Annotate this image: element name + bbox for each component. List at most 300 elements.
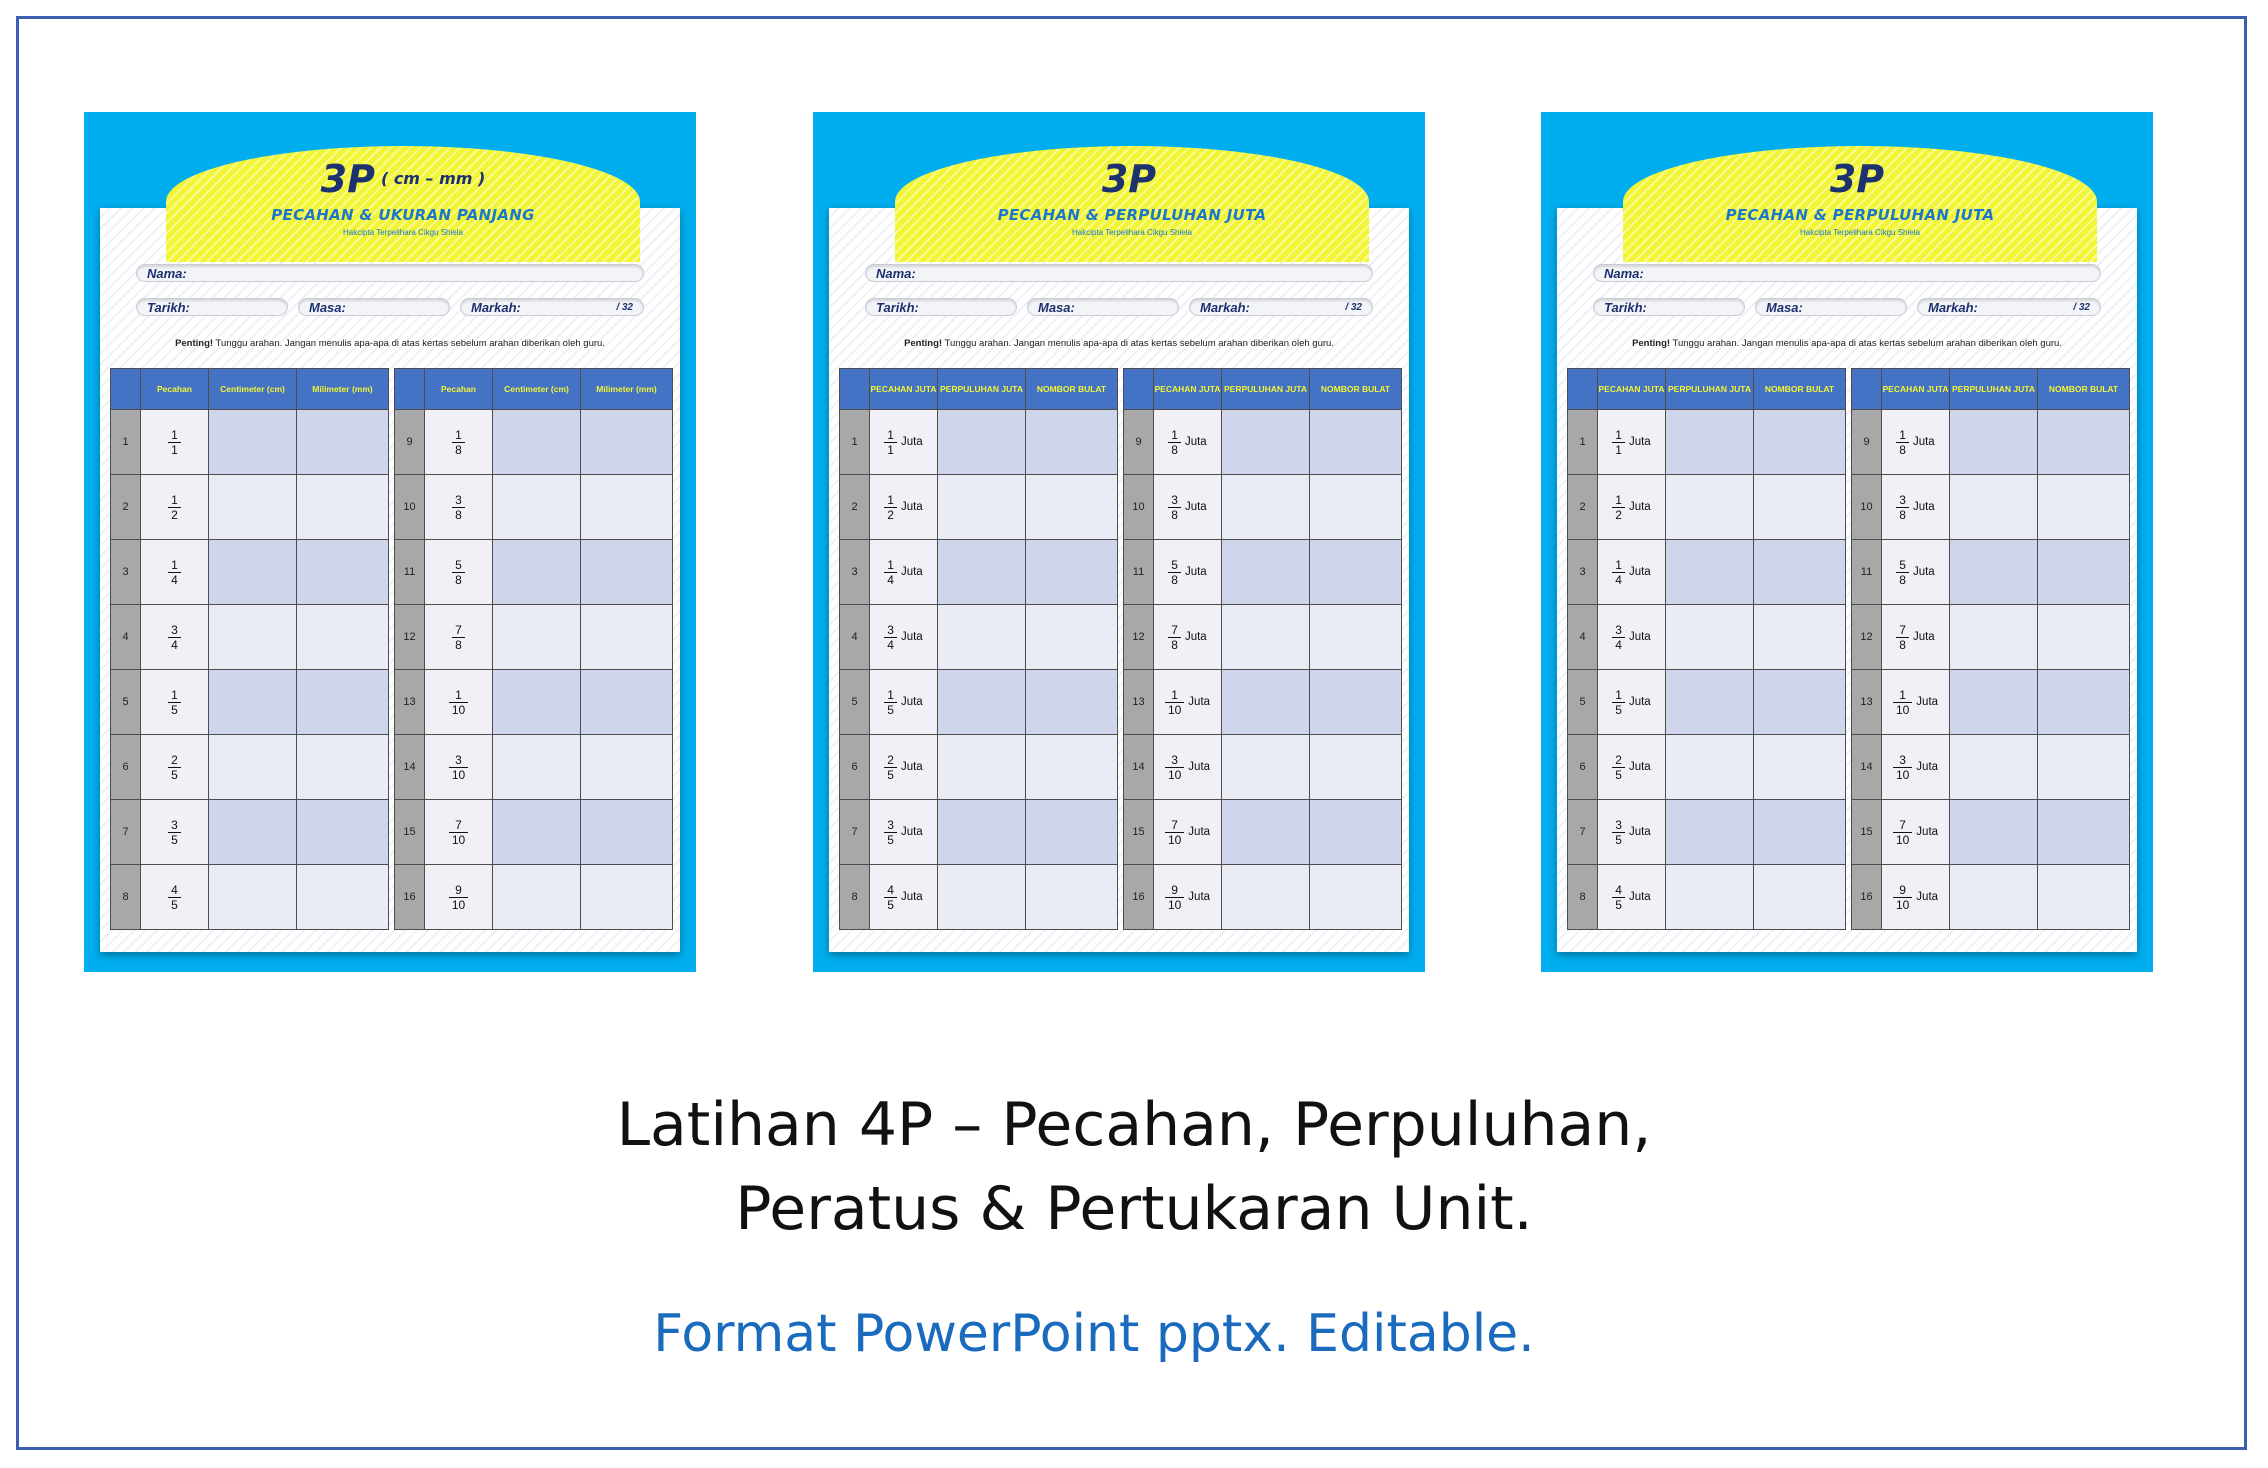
unit-label: Juta: [1188, 696, 1211, 708]
numerator: 4: [1612, 883, 1625, 898]
answer-cell: [2038, 800, 2130, 865]
answer-cell: [1950, 670, 2038, 735]
worksheet-2: [813, 112, 1425, 972]
answer-cell: [1026, 410, 1118, 475]
answer-cell: [1666, 475, 1754, 540]
answer-cell: [1754, 735, 1846, 800]
row-number: 6: [840, 735, 870, 800]
denominator: 5: [887, 897, 894, 912]
table-row: [395, 540, 673, 605]
unit-label: Juta: [900, 696, 923, 708]
sheet-title: 3P: [320, 157, 375, 201]
date-field: Tarikh:: [865, 298, 1017, 316]
fraction-cell: [1598, 540, 1666, 605]
numerator: 3: [884, 818, 897, 833]
sheet-subtitle: PECAHAN & UKURAN PANJANG: [271, 206, 535, 224]
answer-cell: [1026, 865, 1118, 930]
row-number: 16: [395, 865, 425, 930]
unit-label: Juta: [1916, 826, 1939, 838]
denominator: 5: [887, 832, 894, 847]
answer-cell: [1666, 865, 1754, 930]
table-row: [1124, 865, 1402, 930]
answer-cell: [581, 800, 673, 865]
denominator: 8: [455, 572, 462, 587]
row-number: 13: [1852, 670, 1882, 735]
unit-label: Juta: [900, 826, 923, 838]
answer-cell: [209, 735, 297, 800]
row-number: 9: [395, 410, 425, 475]
answer-cell: [1950, 540, 2038, 605]
fraction-cell: [141, 540, 209, 605]
answer-cell: [493, 670, 581, 735]
row-number: 10: [1852, 475, 1882, 540]
exercise-table: [1567, 368, 1846, 930]
unit-label: Juta: [1628, 761, 1651, 773]
mark-field: Markah: / 32: [1189, 298, 1373, 316]
fraction-cell: [1882, 735, 1950, 800]
row-number: 11: [1852, 540, 1882, 605]
answer-cell: [209, 800, 297, 865]
column-header: Pecahan: [141, 369, 209, 410]
unit-label: Juta: [900, 891, 923, 903]
column-header: Milimeter (mm): [297, 369, 389, 410]
answer-cell: [1754, 670, 1846, 735]
row-number: 3: [1568, 540, 1598, 605]
column-header: PERPULUHAN JUTA: [1950, 369, 2038, 410]
title-banner: [166, 146, 640, 262]
row-number: 14: [1124, 735, 1154, 800]
table-row: [1568, 410, 1846, 475]
fraction-cell: [1154, 605, 1222, 670]
fraction-cell: [425, 605, 493, 670]
answer-cell: [1222, 410, 1310, 475]
fraction-cell: [425, 735, 493, 800]
fraction-cell: [141, 410, 209, 475]
numerator: 1: [168, 558, 181, 573]
row-number: 2: [1568, 475, 1598, 540]
table-row: [1124, 735, 1402, 800]
answer-cell: [2038, 735, 2130, 800]
fraction-cell: [1882, 410, 1950, 475]
time-field: Masa:: [1755, 298, 1907, 316]
answer-cell: [1222, 735, 1310, 800]
numerator: 5: [452, 558, 465, 573]
unit-label: Juta: [1912, 631, 1935, 643]
answer-cell: [1950, 475, 2038, 540]
answer-cell: [1310, 800, 1402, 865]
table-row: [395, 475, 673, 540]
answer-cell: [297, 410, 389, 475]
table-row: [395, 605, 673, 670]
worksheet-1: [84, 112, 696, 972]
column-header: Milimeter (mm): [581, 369, 673, 410]
unit-label: Juta: [900, 761, 923, 773]
fraction-cell: [870, 540, 938, 605]
denominator: 4: [171, 572, 178, 587]
denominator: 5: [1615, 767, 1622, 782]
fraction-cell: [1154, 800, 1222, 865]
denominator: 5: [171, 832, 178, 847]
row-number: 11: [1124, 540, 1154, 605]
answer-cell: [1950, 800, 2038, 865]
fraction-cell: [1154, 670, 1222, 735]
numerator: 1: [1612, 688, 1625, 703]
table-row: [1852, 540, 2130, 605]
fraction-cell: [1598, 475, 1666, 540]
denominator: 5: [1615, 897, 1622, 912]
answer-cell: [297, 800, 389, 865]
row-number: 6: [1568, 735, 1598, 800]
denominator: 10: [1895, 897, 1910, 912]
fraction-cell: [141, 605, 209, 670]
table-row: [1124, 670, 1402, 735]
row-number: 8: [1568, 865, 1598, 930]
fraction-cell: [1882, 865, 1950, 930]
answer-cell: [209, 475, 297, 540]
column-header: NOMBOR BULAT: [2038, 369, 2130, 410]
answer-cell: [1310, 605, 1402, 670]
denominator: 10: [1167, 702, 1182, 717]
answer-cell: [297, 670, 389, 735]
answer-cell: [1222, 865, 1310, 930]
denominator: 8: [1171, 637, 1178, 652]
denominator: 5: [171, 767, 178, 782]
table-row: [111, 865, 389, 930]
unit-label: Juta: [1628, 566, 1651, 578]
numerator: 1: [1168, 428, 1181, 443]
row-number: 7: [1568, 800, 1598, 865]
answer-cell: [581, 735, 673, 800]
denominator: 5: [887, 767, 894, 782]
copyright-line: Hakcipta Terpelihara Cikgu Shiela: [343, 228, 463, 237]
answer-cell: [297, 865, 389, 930]
numerator: 1: [1612, 493, 1625, 508]
table-row: [111, 800, 389, 865]
answer-cell: [493, 475, 581, 540]
table-row: [1568, 735, 1846, 800]
answer-cell: [1310, 410, 1402, 475]
answer-cell: [1222, 540, 1310, 605]
answer-cell: [1754, 475, 1846, 540]
date-field: Tarikh:: [136, 298, 288, 316]
numerator: 3: [1168, 493, 1181, 508]
exercise-table: [839, 368, 1118, 930]
answer-cell: [938, 605, 1026, 670]
unit-label: Juta: [1628, 891, 1651, 903]
table-row: [1124, 410, 1402, 475]
fraction-cell: [870, 475, 938, 540]
numerator: 1: [884, 428, 897, 443]
fraction-cell: [870, 865, 938, 930]
numerator: 3: [1612, 623, 1625, 638]
numerator: 1: [1165, 688, 1184, 703]
sheet-title: 3P: [1829, 157, 1885, 201]
numerator: 3: [452, 493, 465, 508]
answer-cell: [1222, 475, 1310, 540]
answer-cell: [938, 475, 1026, 540]
column-header: Centimeter (cm): [209, 369, 297, 410]
mark-field: Markah: / 32: [1917, 298, 2101, 316]
numerator: 1: [1612, 558, 1625, 573]
denominator: 10: [1167, 832, 1182, 847]
numerator: 1: [884, 558, 897, 573]
instruction-note: Penting! Tunggu arahan. Jangan menulis apa-apa di atas kertas sebelum arahan diberikan oleh guru.: [904, 338, 1334, 349]
answer-cell: [297, 605, 389, 670]
time-field: Masa:: [1027, 298, 1179, 316]
row-number: 3: [840, 540, 870, 605]
denominator: 1: [1615, 442, 1622, 457]
header-number: [1568, 369, 1598, 410]
denominator: 10: [451, 897, 466, 912]
date-field: Tarikh:: [1593, 298, 1745, 316]
answer-cell: [1222, 800, 1310, 865]
denominator: 4: [1615, 572, 1622, 587]
row-number: 8: [111, 865, 141, 930]
fraction-cell: [1882, 540, 1950, 605]
numerator: 7: [1168, 623, 1181, 638]
denominator: 4: [887, 637, 894, 652]
answer-cell: [1026, 800, 1118, 865]
table-row: [840, 800, 1118, 865]
denominator: 2: [171, 507, 178, 522]
answer-cell: [297, 540, 389, 605]
copyright-line: Hakcipta Terpelihara Cikgu Shiela: [1800, 228, 1920, 237]
fraction-cell: [1154, 475, 1222, 540]
table-row: [840, 865, 1118, 930]
unit-label: Juta: [1916, 761, 1939, 773]
numerator: 2: [168, 753, 181, 768]
fraction-cell: [425, 540, 493, 605]
answer-cell: [209, 540, 297, 605]
fraction-cell: [425, 670, 493, 735]
answer-cell: [1950, 605, 2038, 670]
answer-cell: [1026, 475, 1118, 540]
column-header: NOMBOR BULAT: [1310, 369, 1402, 410]
row-number: 5: [840, 670, 870, 735]
exercise-table: [110, 368, 389, 930]
table-row: [1852, 410, 2130, 475]
column-header: PERPULUHAN JUTA: [1666, 369, 1754, 410]
answer-cell: [2038, 605, 2130, 670]
denominator: 4: [887, 572, 894, 587]
title-banner: [895, 146, 1369, 262]
numerator: 7: [1893, 818, 1912, 833]
row-number: 4: [111, 605, 141, 670]
row-number: 7: [111, 800, 141, 865]
answer-cell: [1950, 865, 2038, 930]
table-row: [1568, 475, 1846, 540]
denominator: 8: [1171, 572, 1178, 587]
row-number: 10: [1124, 475, 1154, 540]
unit-label: Juta: [1912, 436, 1935, 448]
sheet-title: 3P: [1101, 157, 1157, 201]
answer-cell: [581, 670, 673, 735]
row-number: 12: [1124, 605, 1154, 670]
denominator: 8: [455, 507, 462, 522]
answer-cell: [2038, 540, 2130, 605]
header-number: [111, 369, 141, 410]
denominator: 10: [451, 767, 466, 782]
numerator: 1: [168, 493, 181, 508]
table-row: [1568, 670, 1846, 735]
fraction-cell: [425, 800, 493, 865]
row-number: 16: [1124, 865, 1154, 930]
row-number: 7: [840, 800, 870, 865]
unit-label: Juta: [1188, 826, 1211, 838]
answer-cell: [209, 410, 297, 475]
answer-cell: [1754, 410, 1846, 475]
fraction-cell: [1154, 735, 1222, 800]
denominator: 8: [1899, 637, 1906, 652]
table-row: [1124, 475, 1402, 540]
denominator: 8: [455, 637, 462, 652]
answer-cell: [493, 735, 581, 800]
fraction-cell: [870, 670, 938, 735]
denominator: 8: [1171, 507, 1178, 522]
name-field: Nama:: [1593, 264, 2101, 282]
answer-cell: [938, 865, 1026, 930]
table-row: [1568, 865, 1846, 930]
table-row: [111, 605, 389, 670]
numerator: 4: [884, 883, 897, 898]
denominator: 10: [1167, 767, 1182, 782]
fraction-cell: [141, 475, 209, 540]
answer-cell: [1310, 475, 1402, 540]
title-suffix: ( cm – mm ): [380, 169, 486, 188]
denominator: 2: [887, 507, 894, 522]
denominator: 1: [887, 442, 894, 457]
table-row: [1852, 800, 2130, 865]
numerator: 1: [449, 688, 468, 703]
denominator: 10: [451, 702, 466, 717]
row-number: 4: [840, 605, 870, 670]
unit-label: Juta: [1912, 566, 1935, 578]
fraction-cell: [1598, 605, 1666, 670]
unit-label: Juta: [900, 631, 923, 643]
row-number: 5: [111, 670, 141, 735]
answer-cell: [1310, 540, 1402, 605]
table-row: [111, 475, 389, 540]
unit-label: Juta: [1628, 826, 1651, 838]
answer-cell: [1754, 540, 1846, 605]
answer-cell: [297, 475, 389, 540]
numerator: 3: [884, 623, 897, 638]
name-field: Nama:: [136, 264, 644, 282]
denominator: 8: [455, 442, 462, 457]
answer-cell: [1310, 670, 1402, 735]
row-number: 1: [840, 410, 870, 475]
answer-cell: [1026, 605, 1118, 670]
table-row: [840, 540, 1118, 605]
answer-cell: [493, 605, 581, 670]
fraction-cell: [1154, 410, 1222, 475]
table-row: [111, 410, 389, 475]
answer-cell: [1754, 800, 1846, 865]
answer-cell: [1666, 540, 1754, 605]
instruction-note: Penting! Tunggu arahan. Jangan menulis apa-apa di atas kertas sebelum arahan diberikan oleh guru.: [1632, 338, 2062, 349]
table-row: [395, 800, 673, 865]
caption-line-2: Peratus & Pertukaran Unit.: [735, 1174, 1533, 1244]
answer-cell: [1026, 540, 1118, 605]
row-number: 9: [1124, 410, 1154, 475]
instruction-note: Penting! Tunggu arahan. Jangan menulis apa-apa di atas kertas sebelum arahan diberikan oleh guru.: [175, 338, 605, 349]
denominator: 8: [1899, 572, 1906, 587]
header-number: [1852, 369, 1882, 410]
numerator: 1: [452, 428, 465, 443]
answer-cell: [581, 540, 673, 605]
time-field: Masa:: [298, 298, 450, 316]
row-number: 14: [1852, 735, 1882, 800]
numerator: 5: [1168, 558, 1181, 573]
numerator: 7: [449, 818, 468, 833]
row-number: 10: [395, 475, 425, 540]
caption-format-note: Format PowerPoint pptx. Editable.: [653, 1304, 1535, 1364]
denominator: 5: [887, 702, 894, 717]
row-number: 13: [395, 670, 425, 735]
numerator: 3: [1893, 753, 1912, 768]
denominator: 4: [171, 637, 178, 652]
table-row: [111, 540, 389, 605]
unit-label: Juta: [1184, 631, 1207, 643]
answer-cell: [938, 735, 1026, 800]
numerator: 1: [1612, 428, 1625, 443]
unit-label: Juta: [1184, 566, 1207, 578]
denominator: 10: [451, 832, 466, 847]
unit-label: Juta: [1188, 761, 1211, 773]
row-number: 5: [1568, 670, 1598, 735]
header-number: [1124, 369, 1154, 410]
unit-label: Juta: [1912, 501, 1935, 513]
row-number: 14: [395, 735, 425, 800]
fraction-cell: [425, 410, 493, 475]
row-number: 15: [1124, 800, 1154, 865]
table-row: [395, 735, 673, 800]
sheet-subtitle: PECAHAN & PERPULUHAN JUTA: [1725, 206, 1995, 224]
table-row: [1568, 800, 1846, 865]
row-number: 6: [111, 735, 141, 800]
denominator: 8: [1171, 442, 1178, 457]
title-banner: [1623, 146, 2097, 262]
numerator: 3: [1165, 753, 1184, 768]
denominator: 8: [1899, 442, 1906, 457]
worksheet-3: [1541, 112, 2153, 972]
row-number: 13: [1124, 670, 1154, 735]
numerator: 3: [168, 818, 181, 833]
column-header: PERPULUHAN JUTA: [938, 369, 1026, 410]
column-header: PECAHAN JUTA: [1882, 369, 1950, 410]
row-number: 1: [1568, 410, 1598, 475]
fraction-cell: [1598, 670, 1666, 735]
row-number: 15: [1852, 800, 1882, 865]
numerator: 7: [452, 623, 465, 638]
numerator: 3: [1612, 818, 1625, 833]
unit-label: Juta: [900, 566, 923, 578]
answer-cell: [1666, 670, 1754, 735]
table-row: [1852, 735, 2130, 800]
denominator: 10: [1167, 897, 1182, 912]
denominator: 10: [1895, 832, 1910, 847]
header-number: [840, 369, 870, 410]
row-number: 8: [840, 865, 870, 930]
numerator: 2: [884, 753, 897, 768]
answer-cell: [2038, 670, 2130, 735]
denominator: 5: [171, 702, 178, 717]
fraction-cell: [870, 735, 938, 800]
answer-cell: [1026, 670, 1118, 735]
answer-cell: [938, 410, 1026, 475]
unit-label: Juta: [1184, 501, 1207, 513]
row-number: 3: [111, 540, 141, 605]
